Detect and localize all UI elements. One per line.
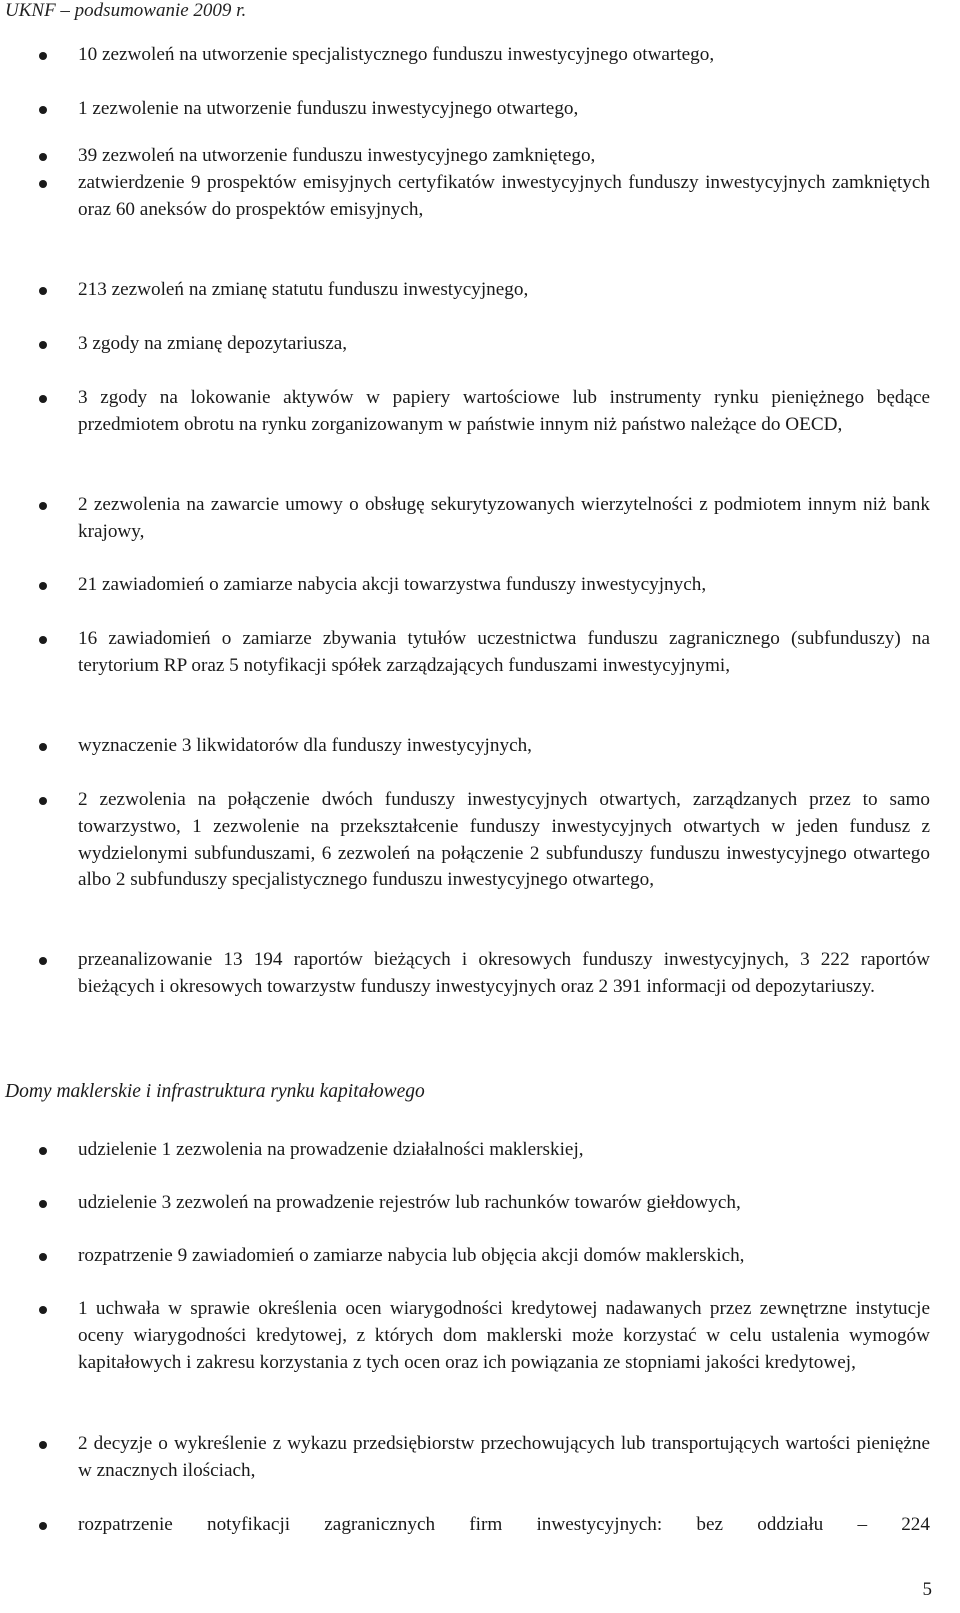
bullet-icon: [39, 106, 47, 114]
list-item-text: 213 zezwoleń na zmianę statutu funduszu inwestycyjnego,: [78, 279, 529, 300]
bullet-icon: [39, 957, 47, 965]
list-item: [78, 277, 930, 304]
list-item-text: rozpatrzenie 9 zawiadomień o zamiarze nabycia lub objęcia akcji domów maklerskich,: [78, 1245, 745, 1266]
list-item-text: 39 zezwoleń na utworzenie funduszu inwestycyjnego zamkniętego,: [78, 145, 596, 166]
list-item-text: 21 zawiadomień o zamiarze nabycia akcji towarzystwa funduszy inwestycyjnych,: [78, 574, 707, 595]
list-item-text: 2 zezwolenia na połączenie dwóch funduszy inwestycyjnych otwartych, zarządzanych przez to samo towarzystwo, 1 zezwolenie na przekształcenie funduszy inwestycyjnych otwartych w jeden fundusz z wydzielonymi subfunduszami, 6 zezwoleń na połączenie 2 subfunduszy funduszu inwestycyjnego otwartego albo 2 subfunduszy specjalistycznego funduszu inwestycyjnego otwartego,: [78, 789, 930, 891]
list-item: [78, 1512, 930, 1539]
list-item-text: przeanalizowanie 13 194 raportów bieżących i okresowych funduszy inwestycyjnych, 3 222 raportów bieżących i okresowych towarzystw funduszy inwestycyjnych oraz 2 391 informacji od depozytariuszy.: [78, 949, 930, 997]
list-item: [78, 1243, 930, 1270]
list-item: [78, 787, 930, 894]
list-item-text: wyznaczenie 3 likwidatorów dla funduszy inwestycyjnych,: [78, 735, 532, 756]
list-item-text: 2 zezwolenia na zawarcie umowy o obsługę sekurytyzowanych wierzytelności z podmiotem innym niż bank krajowy,: [78, 494, 930, 542]
bullet-icon: [39, 502, 47, 510]
list-item: [78, 1431, 930, 1485]
bullet-icon: [39, 1522, 47, 1530]
list-item-text: 1 zezwolenie na utworzenie funduszu inwestycyjnego otwartego,: [78, 98, 579, 119]
list-item: [78, 331, 930, 358]
list-item-text: rozpatrzenie notyfikacji zagranicznych firm inwestycyjnych: bez oddziału – 224: [78, 1514, 930, 1535]
bullet-icon: [39, 395, 47, 403]
list-item: [78, 143, 930, 170]
bullet-icon: [39, 52, 47, 60]
list-item: [78, 385, 930, 439]
section-heading: Domy maklerskie i infrastruktura rynku kapitałowego: [5, 1081, 425, 1102]
bullet-icon: [39, 1147, 47, 1155]
list-item: [78, 96, 930, 123]
list-item-text: udzielenie 3 zezwoleń na prowadzenie rejestrów lub rachunków towarów giełdowych,: [78, 1192, 741, 1213]
list-item: [78, 1190, 930, 1217]
list-item-text: 2 decyzje o wykreślenie z wykazu przedsiębiorstw przechowujących lub transportujących wartości pieniężne w znacznych ilościach,: [78, 1433, 930, 1481]
bullet-icon: [39, 797, 47, 805]
bullet-icon: [39, 153, 47, 161]
bullet-icon: [39, 341, 47, 349]
list-item-text: 10 zezwoleń na utworzenie specjalistycznego funduszu inwestycyjnego otwartego,: [78, 44, 715, 65]
list-item-text: udzielenie 1 zezwolenia na prowadzenie działalności maklerskiej,: [78, 1139, 584, 1160]
list-item-text: 16 zawiadomień o zamiarze zbywania tytułów uczestnictwa funduszu zagranicznego (subfunduszy) na terytorium RP oraz 5 notyfikacji spółek zarządzających funduszami inwestycyjnymi,: [78, 628, 930, 676]
bullet-icon: [39, 180, 47, 188]
list-item: [78, 492, 930, 546]
running-header: UKNF – podsumowanie 2009 r.: [5, 0, 247, 21]
list-item: [78, 42, 930, 69]
bullet-icon: [39, 1441, 47, 1449]
bullet-icon: [39, 582, 47, 590]
list-item: [78, 572, 930, 599]
list-item-text: 1 uchwała w sprawie określenia ocen wiarygodności kredytowej nadawanych przez zewnętrzne instytucje oceny wiarygodności kredytowej, z których dom maklerski może korzystać w celu ustalenia wymogów kapitałowych i zakresu korzystania z tych ocen oraz ich powiązania ze stopniami jakości kredytowej,: [78, 1298, 930, 1373]
list-item: [78, 170, 930, 224]
list-item-text: 3 zgody na lokowanie aktywów w papiery wartościowe lub instrumenty rynku pieniężnego będące przedmiotem obrotu na rynku zorganizowanym w państwie innym niż państwo należące do OECD,: [78, 387, 930, 435]
list-item: [78, 626, 930, 680]
list-item: [78, 1296, 930, 1376]
list-item: [78, 947, 930, 1001]
bullet-icon: [39, 1306, 47, 1314]
list-item: [78, 733, 930, 760]
list-item-text: zatwierdzenie 9 prospektów emisyjnych certyfikatów inwestycyjnych funduszy inwestycyjnych zamkniętych oraz 60 aneksów do prospektów emisyjnych,: [78, 172, 930, 220]
list-item: [78, 1137, 930, 1164]
bullet-icon: [39, 743, 47, 751]
list-item-text: 3 zgody na zmianę depozytariusza,: [78, 333, 348, 354]
bullet-icon: [39, 1253, 47, 1261]
bullet-icon: [39, 287, 47, 295]
bullet-icon: [39, 636, 47, 644]
page-number: 5: [922, 1579, 932, 1600]
bullet-icon: [39, 1200, 47, 1208]
